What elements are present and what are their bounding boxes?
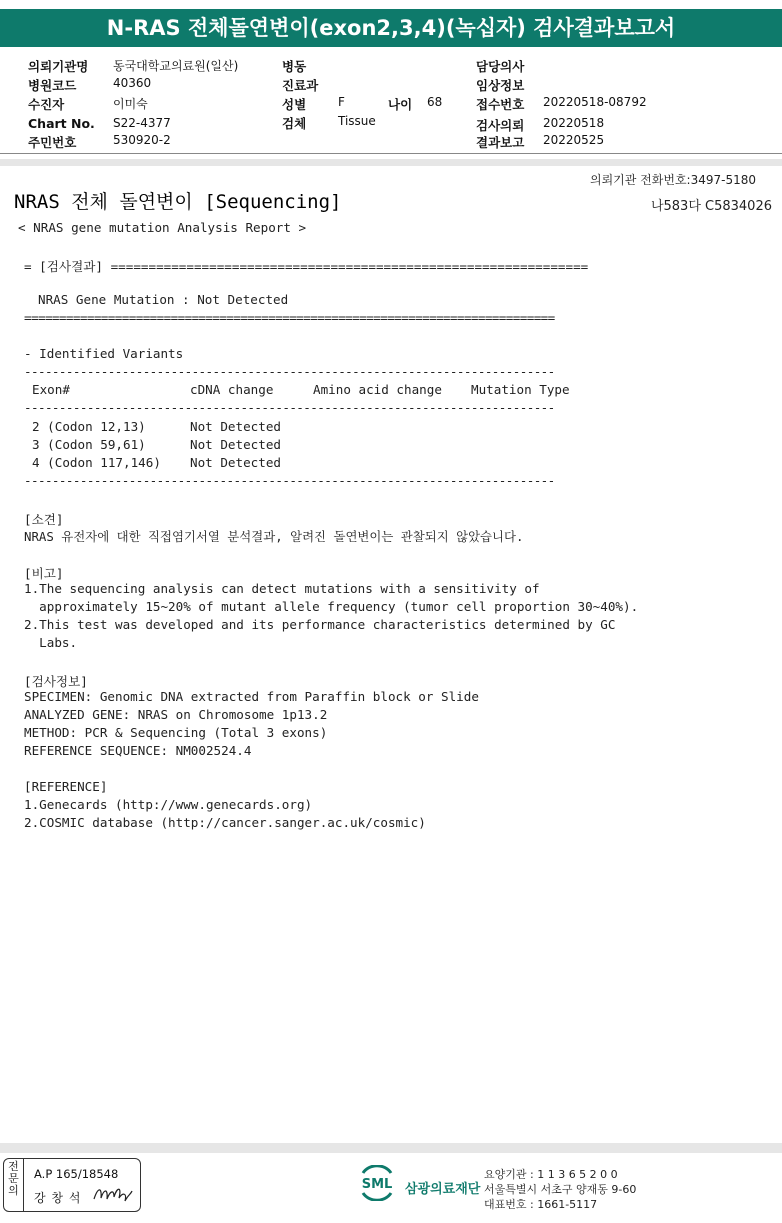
institution-value: 동국대학교의료원(일산): [113, 59, 239, 73]
col-mutation-type: Mutation Type: [471, 382, 570, 397]
info-line: ANALYZED GENE: NRAS on Chromosome 1p13.2: [24, 707, 328, 722]
report-subtitle: < NRAS gene mutation Analysis Report >: [18, 220, 307, 235]
sex-label: 성별: [282, 97, 307, 112]
signature-box: [3, 1158, 141, 1212]
resident-label: 주민번호: [28, 135, 77, 150]
logo-mark-text: SML: [361, 1177, 393, 1192]
table-rule-mid: ----------------------------------------------------------------------------: [24, 400, 555, 415]
specimen-label: 검체: [282, 116, 307, 131]
info-line: SPECIMEN: Genomic DNA extracted from Paraffin block or Slide: [24, 689, 479, 704]
table-rule-bottom: ----------------------------------------------------------------------------: [24, 473, 555, 488]
main-phone: 대표번호 : 1661-5117: [484, 1198, 598, 1211]
signature-image: [92, 1183, 134, 1205]
remark-line: approximately 15~20% of mutant allele frequency (tumor cell proportion 30~40%).: [24, 599, 639, 614]
institution-label: 의뢰기관명: [28, 59, 89, 74]
age-label: 나이: [388, 97, 413, 112]
info-line: REFERENCE SEQUENCE: NM002524.4: [24, 743, 252, 758]
specialist-char: 의: [8, 1184, 19, 1197]
header-band: [0, 159, 782, 166]
col-exon: Exon#: [32, 382, 70, 397]
age-value: 68: [427, 95, 443, 109]
specialist-label: [4, 1159, 24, 1211]
ward-label: 병동: [282, 59, 307, 74]
row-exon: 3 (Codon 59,61): [32, 437, 146, 452]
receipt-value: 20220518-08792: [543, 95, 647, 109]
sml-logo-icon: [357, 1165, 397, 1201]
patient-value: 이미숙: [113, 97, 148, 111]
footer-band: [0, 1143, 782, 1153]
logo-name: 삼광의료재단: [405, 1182, 481, 1197]
doctor-label: 담당의사: [476, 59, 525, 74]
result-label: 결과보고: [476, 135, 525, 150]
signer-name: 강 창 석: [34, 1191, 82, 1205]
specialist-char: 전: [8, 1160, 19, 1173]
address: 서울특별시 서초구 양재동 9-60: [484, 1183, 637, 1196]
hospital-code-value: 40360: [113, 76, 152, 90]
specimen-value: Tissue: [338, 114, 376, 128]
opinion-text: NRAS 유전자에 대한 직접염기서열 분석결과, 알려진 돌연변이는 관찰되지 않았습니다.: [24, 529, 524, 544]
care-number: 요양기관 : 1 1 3 6 5 2 0 0: [484, 1168, 618, 1181]
remark-line: 1.The sequencing analysis can detect mutations with a sensitivity of: [24, 581, 540, 596]
request-value: 20220518: [543, 116, 605, 130]
remark-line: 2.This test was developed and its performance characteristics determined by GC: [24, 617, 616, 632]
institution-phone: 의뢰기관 전화번호:3497-5180: [589, 173, 756, 187]
row-exon: 2 (Codon 12,13): [32, 419, 146, 434]
report-id: 나583다 C5834026: [650, 199, 772, 214]
hospital-code-label: 병원코드: [28, 78, 77, 93]
receipt-label: 접수번호: [476, 97, 525, 112]
resident-value: 530920-2: [113, 133, 171, 147]
report-title: NRAS 전체 돌연변이 [Sequencing]: [14, 191, 342, 213]
result-line: NRAS Gene Mutation : Not Detected: [38, 292, 289, 307]
result-value: 20220525: [543, 133, 605, 147]
report-title-bar: N-RAS 전체돌연변이(exon2,3,4)(녹십자) 검사결과보고서: [0, 9, 782, 47]
chart-value: S22-4377: [113, 116, 171, 130]
reference-line: 2.COSMIC database (http://cancer.sanger.ac.uk/cosmic): [24, 815, 426, 830]
result-header: = [검사결과] ===============================================================: [24, 259, 589, 274]
info-line: METHOD: PCR & Sequencing (Total 3 exons): [24, 725, 328, 740]
reference-line: 1.Genecards (http://www.genecards.org): [24, 797, 313, 812]
header-divider: [0, 153, 782, 154]
patient-label: 수진자: [28, 97, 65, 112]
sex-value: F: [338, 95, 345, 109]
request-label: 검사의뢰: [476, 118, 525, 133]
ap-number: A.P 165/18548: [34, 1167, 119, 1181]
reference-header: [REFERENCE]: [24, 779, 108, 794]
col-amino: Amino acid change: [313, 382, 442, 397]
chart-label: Chart No.: [28, 116, 95, 131]
remarks-header: [비고]: [24, 566, 64, 581]
row-cdna: Not Detected: [190, 455, 281, 470]
dept-label: 진료과: [282, 78, 319, 93]
opinion-header: [소견]: [24, 512, 64, 527]
variants-header: - Identified Variants: [24, 346, 184, 361]
table-rule-top: ----------------------------------------------------------------------------: [24, 364, 555, 379]
double-rule: ============================================================================: [24, 310, 555, 325]
specialist-char: 문: [8, 1172, 19, 1185]
info-header: [검사정보]: [24, 674, 88, 689]
row-cdna: Not Detected: [190, 419, 281, 434]
row-cdna: Not Detected: [190, 437, 281, 452]
clinical-label: 임상정보: [476, 78, 525, 93]
col-cdna: cDNA change: [190, 382, 274, 397]
row-exon: 4 (Codon 117,146): [32, 455, 161, 470]
remark-line: Labs.: [24, 635, 78, 650]
